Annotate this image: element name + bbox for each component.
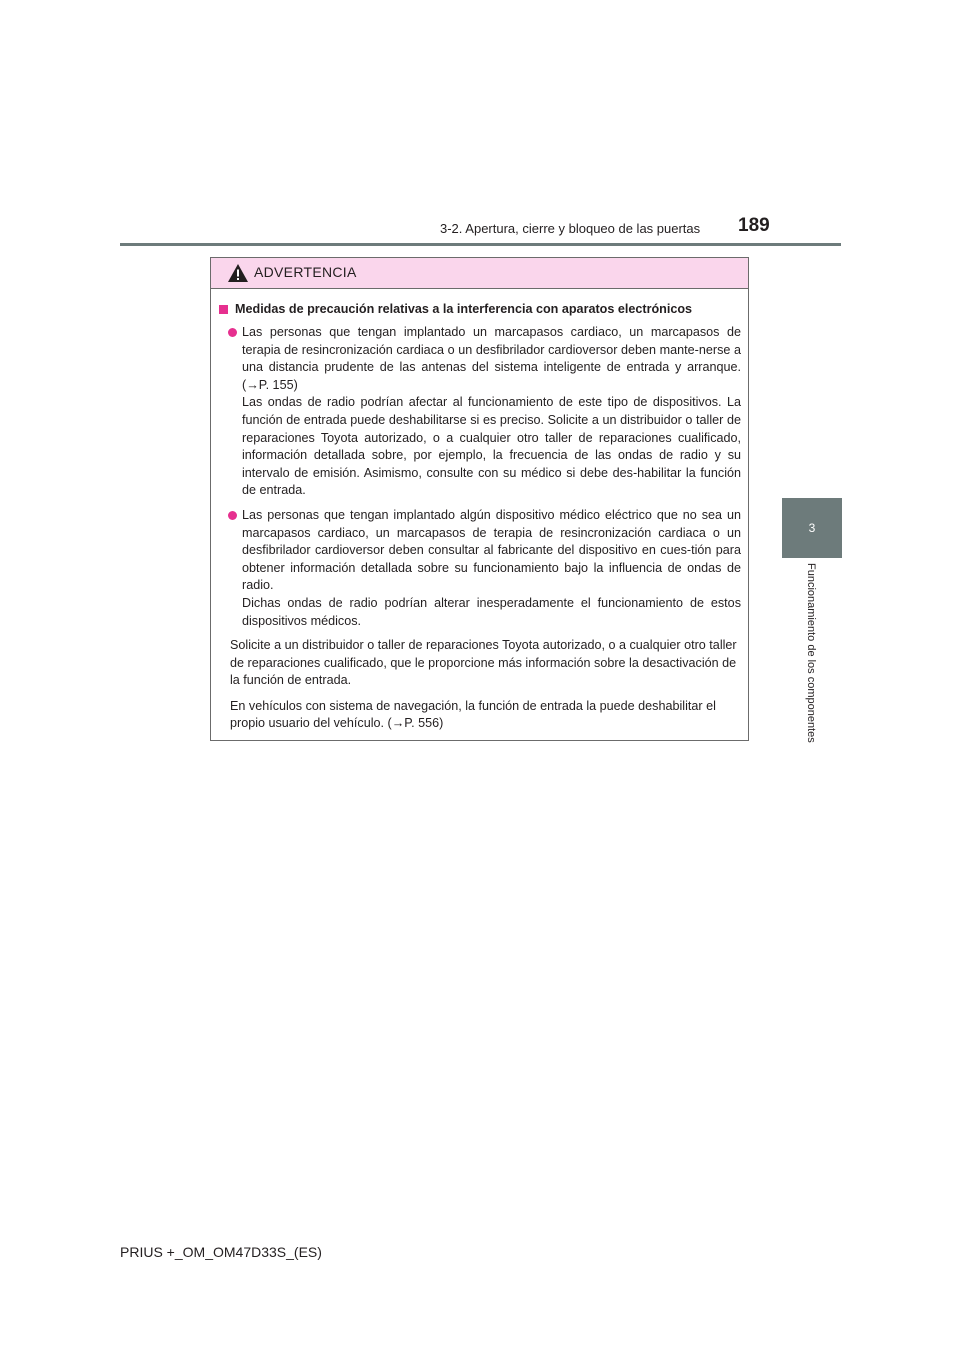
bullet-paragraph: Las personas que tengan implantado algún dispositivo médico eléctrico que no sea un marcapasos cardiaco, un marcapasos de terapia de resincronización cardiaca o un desfibrilador cardioversor deben consultar al fabricante del dispositivo en cues-tión para obtener información detallada sobre su funcionamiento bajo la influencia de ondas de radio. — [242, 507, 741, 593]
section-heading — [218, 301, 741, 318]
bullet-paragraph: Las ondas de radio podrían afectar al funcionamiento de este tipo de dispositivos. La función de entrada puede deshabilitarse si es preciso. Solicite a un distribuidor o taller de reparaciones Toyota autorizado, o a cualquier otro taller de reparaciones cualificado, información detallada sobre, por ejemplo, la frecuencia de las ondas de radio y su intervalo de emisión. Asimismo, consulte con su médico si debe des-habilitar la función de entrada. — [242, 395, 741, 498]
warning-title: ADVERTENCIA — [254, 264, 357, 280]
square-bullet-icon — [219, 305, 228, 314]
page-number: 189 — [738, 215, 770, 236]
bullet-paragraph: Las personas que tengan implantado un marcapasos cardiaco, un marcapasos de terapia de resincronización cardiaca o un desfibrilador cardioversor deben mante-nerse a una distancia prudente de las antenas del sistema inteligente de entrada y arranque. (→P. 155) — [242, 325, 741, 392]
bullet-icon — [228, 328, 237, 337]
running-header: 3-2. Apertura, cierre y bloqueo de las puertas — [440, 221, 701, 236]
bullet-paragraph: Dichas ondas de radio podrían alterar inesperadamente el funcionamiento de estos dispositivos médicos. — [242, 595, 741, 628]
bullet-icon — [228, 511, 237, 520]
section-heading-text: Medidas de precaución relativas a la interferencia con aparatos electrónicos — [235, 302, 693, 316]
body-paragraph-text: Solicite a un distribuidor o taller de reparaciones Toyota autorizado, o a cualquier otro taller de reparaciones cualificado, que le proporcione más información sobre la desactivación de la función de entrada. — [230, 638, 737, 688]
chapter-tab — [782, 498, 842, 558]
body-paragraph — [218, 637, 741, 690]
warning-header — [211, 258, 748, 289]
chapter-title: Funcionamiento de los componentes — [805, 563, 817, 743]
footer-code: PRIUS +_OM_OM47D33S_(ES) — [120, 1244, 322, 1260]
warning-triangle-icon — [227, 263, 249, 283]
body-paragraph — [218, 698, 741, 733]
body-paragraph-text: En vehículos con sistema de navegación, la función de entrada la puede deshabilitar el propio usuario del vehículo. (→P. 556) — [230, 698, 716, 731]
chapter-number: 3 — [808, 521, 816, 535]
header-divider — [120, 243, 841, 246]
bullet-item — [218, 507, 741, 630]
bullet-item — [218, 324, 741, 500]
warning-box — [210, 257, 749, 741]
warning-body — [218, 301, 741, 741]
